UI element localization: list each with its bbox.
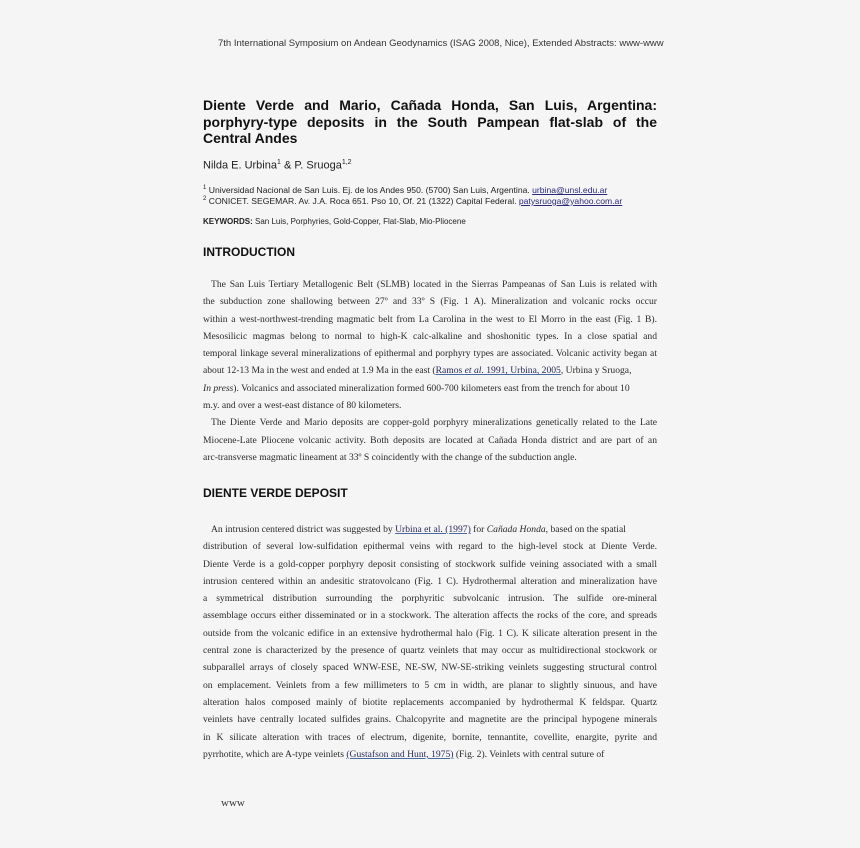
- running-head: 7th International Symposium on Andean Geodynamics (ISAG 2008, Nice), Extended Abstracts: www-www: [218, 38, 664, 49]
- section-heading-diente-verde: DIENTE VERDE DEPOSIT: [203, 486, 348, 500]
- text-line: central zone is characterized by the presence of quartz veinlets that may occur as multidirectional stockwork or: [203, 645, 657, 657]
- text-line: The San Luis Tertiary Metallogenic Belt (SLMB) located in the Sierras Pampeanas of San Luis is related with: [211, 279, 657, 290]
- text-line: a symmetrical distribution surrounding the porphyritic subvolcanic intrusion. The sulfide ore-mineral: [203, 593, 657, 605]
- text-line: the subduction zone shallowing between 27º and 33º S (Fig. 1 A). Mineralization and volcanic rocks occur: [203, 296, 657, 308]
- citation-author: Ramos: [435, 365, 465, 377]
- text-line: arc-transverse magmatic lineament at 33º S coincidently with the change of the subduction angle.: [203, 451, 577, 463]
- text-run: pyrrhotite, which are A-type veinlets: [203, 748, 347, 760]
- text-run: (Fig. 2). Veinlets with central suture of: [453, 748, 605, 760]
- text-line: [203, 746, 657, 763]
- citation-urbina[interactable]: Urbina et al. (1997): [395, 524, 471, 535]
- text-run: for: [470, 524, 487, 535]
- email-link-urbina[interactable]: urbina@unsl.edu.ar: [532, 185, 608, 195]
- italic-in-press: In press: [203, 382, 234, 394]
- text-line: distribution of several low-sulfidation epithermal veins with regard to the high-level stock at Diente Verde.: [203, 541, 657, 553]
- affiliation-1-sup: 1: [203, 185, 207, 192]
- text-line: Mesosilicic magmas belong to normal to high-K calc-alkaline and shoshonitic types. In a close spatial and: [203, 330, 657, 342]
- text-line: Diente Verde is a gold-copper porphyry deposit consisting of stockwork sulfide veining associated with a small: [203, 558, 657, 570]
- text-run: about 12-13 Ma in the west and ended at 1.9 Ma in the east (: [203, 365, 436, 377]
- text-run: , based on the spatial: [545, 524, 626, 535]
- text-line: alteration halos composed mainly of biotite replacements accompanied by hydrothermal K feldspar. Quartz: [203, 696, 657, 708]
- deposit-paragraph: [203, 521, 657, 763]
- text-line: [203, 380, 657, 397]
- authors: [203, 159, 352, 172]
- text-line: outside from the volcanic edifice in an extensive hydrothermal halo (Fig. 1 C). K silicate alteration present in the: [203, 627, 657, 639]
- text-line: on emplacement. Veinlets from a few millimeters to 5 cm in width, are planar to slightly sinuous, and have: [203, 679, 657, 691]
- text-line: Miocene-Late Pliocene volcanic activity. Both deposits are located at Cañada Honda district and are part of an: [203, 434, 657, 446]
- keywords-label: KEYWORDS:: [203, 217, 253, 226]
- author-2-sup: 1,2: [341, 159, 352, 166]
- affiliation-2-sup: 2: [203, 196, 207, 203]
- italic-canada-honda: Cañada Honda: [486, 524, 546, 535]
- text-run: ). Volcanics and associated mineralization formed 600-700 kilometers east from the trench for about 10: [233, 382, 630, 394]
- intro-paragraph: [203, 276, 657, 466]
- affiliation-1-text: Universidad Nacional de San Luis. Ej. de los Andes 950. (5700) San Luis, Argentina.: [206, 185, 533, 195]
- text-run: , Urbina y Sruoga,: [560, 365, 632, 377]
- text-line: m.y. and over a west-east distance of 80 kilometers.: [203, 400, 402, 412]
- paper-title: Diente Verde and Mario, Cañada Honda, San Luis, Argentina: porphyry-type deposits in the South Pampean flat-slab of the Central Andes: [203, 97, 657, 146]
- text-line: The Diente Verde and Mario deposits are copper-gold porphyry mineralizations genetically related to the Late: [211, 417, 657, 429]
- affiliation-1: [203, 185, 607, 195]
- author-2: & P. Sruoga: [280, 159, 342, 172]
- author-1-sup: 1: [276, 159, 281, 166]
- text-line: [203, 521, 657, 538]
- citation-ramos[interactable]: [436, 365, 561, 376]
- author-1: Nilda E. Urbina: [203, 159, 277, 172]
- citation-etal: et al.: [464, 365, 484, 377]
- text-line: in K silicate alteration with traces of electrum, digenite, bornite, tennantite, covellite, enargite, pyrite and: [203, 731, 657, 743]
- citation-rest: 1991, Urbina, 2005: [483, 365, 561, 377]
- citation-gustafson[interactable]: (Gustafson and Hunt, 1975): [346, 748, 454, 760]
- text-line: intrusion centered within an andesitic stratovolcano (Fig. 1 C). Hydrothermal alteration and mineralization have: [203, 575, 657, 587]
- text-line: within a west-northwest-trending magmatic belt from La Carolina in the west to El Morro in the east (Fig. 1 B).: [203, 313, 657, 325]
- section-heading-introduction: INTRODUCTION: [203, 245, 295, 259]
- text-line: assemblage occurs either disseminated or in a stockwork. The alteration affects the rocks of the core, and spreads: [203, 610, 657, 622]
- text-line: veinlets have centrally located sulfides grains. Chalcopyrite and magnetite are the principal hypogene minerals: [203, 714, 657, 726]
- email-link-sruoga[interactable]: patysruoga@yahoo.com.ar: [518, 196, 623, 206]
- page-footer: www: [221, 797, 245, 809]
- text-run: An intrusion centered district was suggested by: [211, 524, 396, 535]
- keywords: [203, 217, 466, 226]
- text-line: subparallel arrays of closely spaced WNW-ESE, NE-SW, NW-SE-striking veinlets suggesting structural control: [203, 662, 657, 674]
- text-line: temporal linkage several mineralizations of epithermal and porphyry types are associated. Volcanic activity began at: [203, 348, 657, 360]
- affiliation-2: [203, 196, 622, 206]
- keywords-text: San Luis, Porphyries, Gold-Copper, Flat-Slab, Mio-Pliocene: [252, 217, 466, 226]
- affiliation-2-text: CONICET. SEGEMAR. Av. J.A. Roca 651. Pso 10, Of. 21 (1322) Capital Federal.: [206, 196, 519, 206]
- text-line: [203, 362, 657, 379]
